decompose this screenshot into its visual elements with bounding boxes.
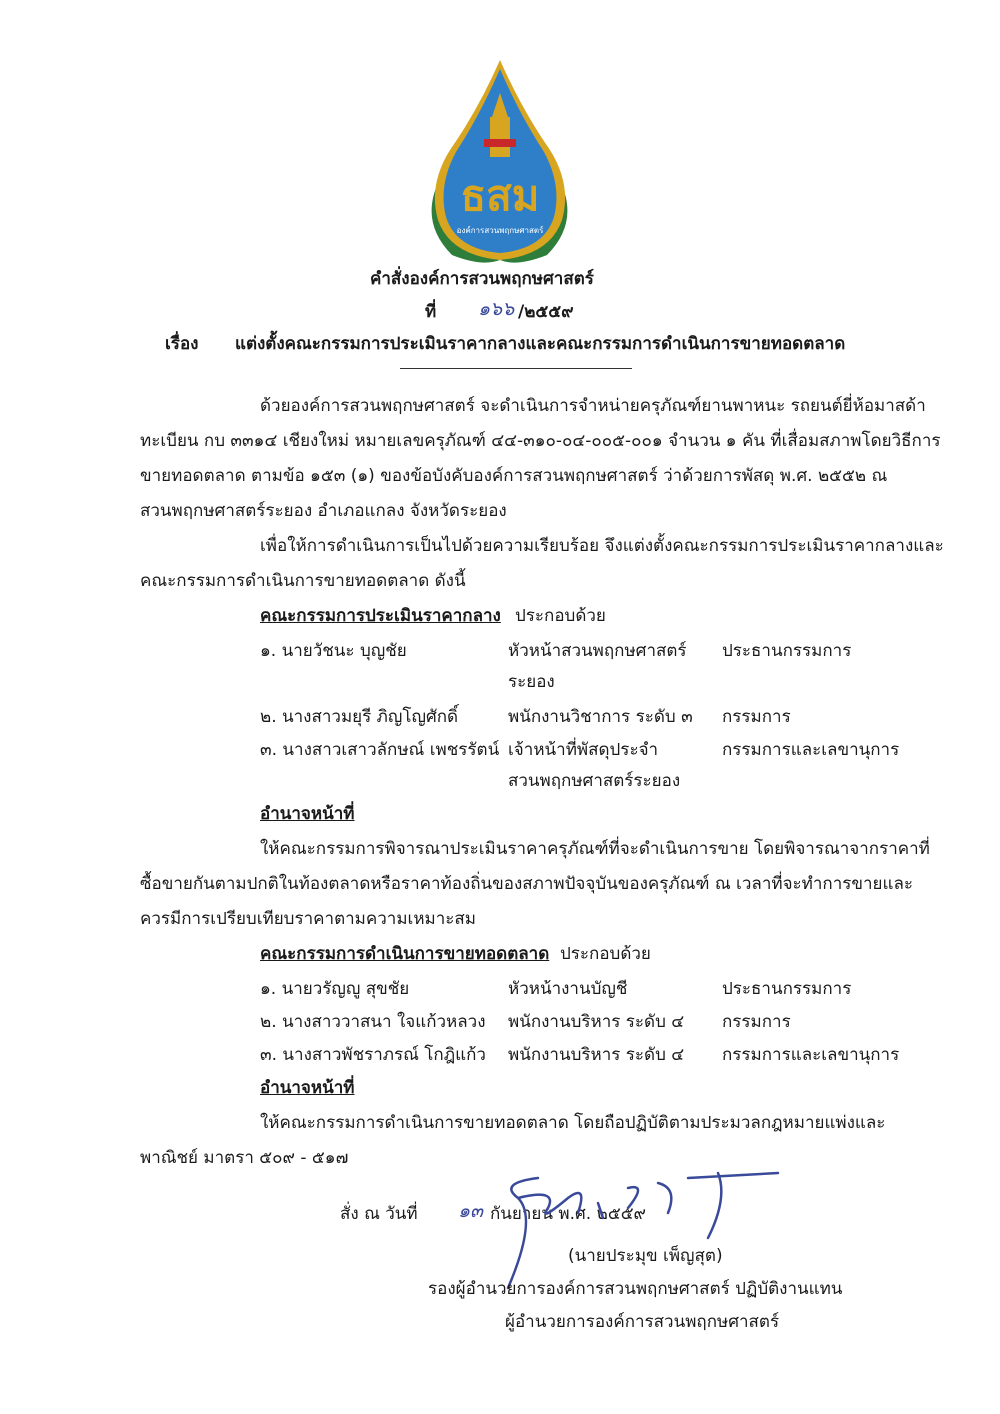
committee2-heading: คณะกรรมการดำเนินการขายทอดตลาด — [260, 944, 550, 964]
committee2-member-role: กรรมการ — [722, 1012, 791, 1032]
committee1-member-position: หัวหน้าสวนพฤกษศาสตร์ — [508, 641, 687, 661]
signer-title: รองผู้อำนวยการองค์การสวนพฤกษศาสตร์ ปฏิบัติงานแทน — [428, 1279, 843, 1299]
committee1-member-name: ๒. นางสาวมยุรี ภิญโญศักดิ์ — [260, 707, 459, 727]
header-divider — [400, 368, 632, 369]
committee1-member-position: พนักงานวิชาการ ระดับ ๓ — [508, 707, 693, 727]
order-date-prefix: สั่ง ณ วันที่ — [340, 1204, 418, 1224]
committee2-member-role: ประธานกรรมการ — [722, 979, 852, 999]
committee1-member-role: กรรมการ — [722, 707, 791, 727]
committee2-member-position: หัวหน้างานบัญชี — [508, 979, 628, 999]
committee2-member-name: ๒. นางสาววาสนา ใจแก้วหลวง — [260, 1012, 486, 1032]
order-number-label: ที่ — [425, 302, 437, 322]
paragraph-line: ขายทอดตลาด ตามข้อ ๑๕๓ (๑) ของข้อบังคับองค์การสวนพฤกษศาสตร์ ว่าด้วยการพัสดุ พ.ศ. ๒๕๕๒ ณ — [140, 466, 888, 486]
committee1-member-name: ๓. นางสาวเสาวลักษณ์ เพชรรัตน์ — [260, 740, 500, 760]
committee1-duty-line: ให้คณะกรรมการพิจารณาประเมินราคาครุภัณฑ์ที่จะดำเนินการขาย โดยพิจารณาจากราคาที่ — [260, 839, 930, 859]
paragraph-line: เพื่อให้การดำเนินการเป็นไปด้วยความเรียบร้อย จึงแต่งตั้งคณะกรรมการประเมินราคากลางและ — [260, 536, 944, 556]
committee1-heading-suffix: ประกอบด้วย — [515, 606, 606, 626]
committee2-member-name: ๓. นางสาวพัชราภรณ์ โกฎิแก้ว — [260, 1045, 486, 1065]
committee1-member-position2: ระยอง — [508, 672, 555, 692]
signer-title: ผู้อำนวยการองค์การสวนพฤกษศาสตร์ — [505, 1312, 780, 1332]
committee2-heading-suffix: ประกอบด้วย — [560, 944, 651, 964]
committee2-member-position: พนักงานบริหาร ระดับ ๔ — [508, 1012, 685, 1032]
paragraph-line: คณะกรรมการดำเนินการขายทอดตลาด ดังนี้ — [140, 571, 466, 591]
committee1-member-name: ๑. นายวัชนะ บุญชัย — [260, 641, 407, 661]
signer-name: (นายประมุข เพ็ญสุต) — [568, 1246, 723, 1266]
svg-text:ธสม: ธสม — [460, 171, 540, 220]
committee1-duty-line: ซื้อขายกันตามปกติในท้องตลาดหรือราคาท้องถิ่นของสภาพปัจจุบันของครุภัณฑ์ ณ เวลาที่จะทำการขายและ — [140, 874, 914, 894]
committee2-member-position: พนักงานบริหาร ระดับ ๔ — [508, 1045, 685, 1065]
order-date-month-year: กันยายน พ.ศ. ๒๕๕๙ — [490, 1204, 647, 1224]
committee1-member-position: เจ้าหน้าที่พัสดุประจำ — [508, 740, 659, 760]
subject-text: แต่งตั้งคณะกรรมการประเมินราคากลางและคณะกรรมการดำเนินการขายทอดตลาด — [235, 334, 846, 354]
committee2-member-role: กรรมการและเลขานุการ — [722, 1045, 900, 1065]
committee2-duty-line: ให้คณะกรรมการดำเนินการขายทอดตลาด โดยถือปฏิบัติตามประมวลกฎหมายแพ่งและ — [260, 1113, 886, 1133]
committee1-member-role: กรรมการและเลขานุการ — [722, 740, 900, 760]
paragraph-line: สวนพฤกษศาสตร์ระยอง อำเภอแกลง จังหวัดระยอง — [140, 501, 507, 521]
order-number-suffix: /๒๕๕๙ — [518, 302, 574, 322]
subject-label: เรื่อง — [165, 334, 199, 354]
organization-emblem — [412, 55, 587, 270]
paragraph-line: ด้วยองค์การสวนพฤกษศาสตร์ จะดำเนินการจำหน่ายครุภัณฑ์ยานพาหนะ รถยนต์ยี่ห้อมาสด้า — [260, 396, 926, 416]
paragraph-line: ทะเบียน กบ ๓๓๑๔ เชียงใหม่ หมายเลขครุภัณฑ์ ๔๔-๓๑๐-๐๔-๐๐๕-๐๐๑ จำนวน ๑ คัน ที่เสื่อมสภาพโดยวิธีการ — [140, 431, 941, 451]
committee2-member-name: ๑. นายวรัญญู สุขชัย — [260, 979, 410, 999]
committee1-duty-line: ควรมีการเปรียบเทียบราคาตามความเหมาะสม — [140, 909, 477, 929]
committee1-heading: คณะกรรมการประเมินราคากลาง — [260, 606, 501, 626]
committee2-duty-heading: อำนาจหน้าที่ — [260, 1078, 355, 1098]
committee1-member-role: ประธานกรรมการ — [722, 641, 852, 661]
svg-text:องค์การสวนพฤกษศาสตร์: องค์การสวนพฤกษศาสตร์ — [456, 226, 544, 235]
committee1-duty-heading: อำนาจหน้าที่ — [260, 804, 355, 824]
committee1-member-position2: สวนพฤกษศาสตร์ระยอง — [508, 771, 681, 791]
order-number-handwritten: ๑๖๖ — [478, 298, 515, 320]
order-date-day-handwritten: ๑๓ — [458, 1200, 484, 1222]
committee2-duty-line: พาณิชย์ มาตรา ๕๐๙ - ๕๑๗ — [140, 1148, 349, 1168]
order-title: คำสั่งองค์การสวนพฤกษศาสตร์ — [370, 269, 594, 289]
